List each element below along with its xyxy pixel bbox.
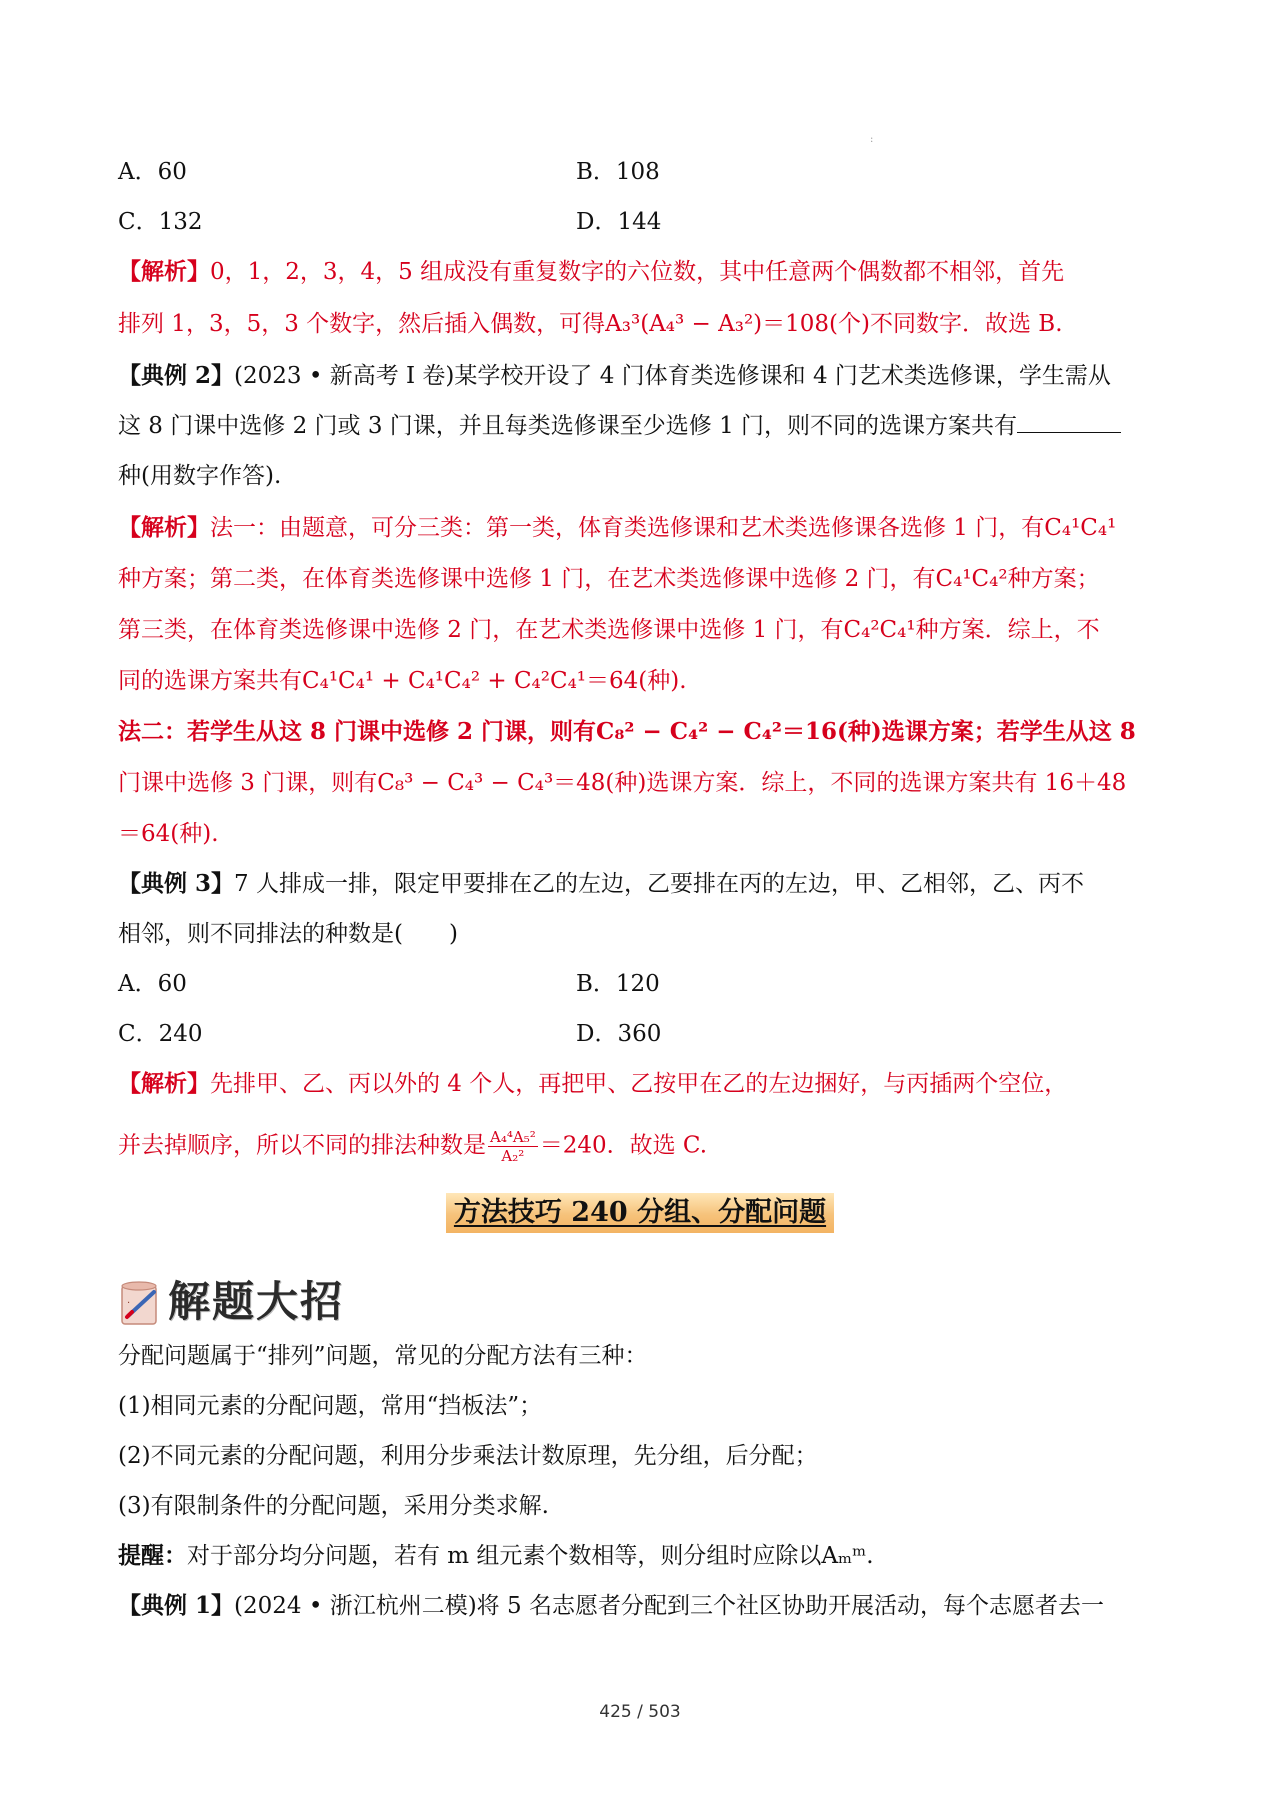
option-d: D．144 (576, 209, 662, 235)
example-2-line-3: 种(用数字作答). (118, 463, 282, 489)
option-c: C．240 (118, 1021, 203, 1047)
badge-text: 解题大招 (168, 1277, 345, 1326)
option-b: B．120 (576, 971, 660, 997)
scroll-brush-icon (118, 1278, 166, 1328)
option-b: B．108 (576, 159, 660, 185)
fraction-numerator: A₄⁴A₅² (490, 1128, 536, 1146)
solution-2-line-1: 【解析】法一：由题意，可分三类：第一类，体育类选修课和艺术类选修课各选修 1 门，有C₄¹C₄¹ (118, 514, 1117, 541)
solution-2-line-7: ＝64(种). (118, 821, 219, 847)
svg-text:·: · (127, 1298, 131, 1309)
section-heading-wrap (0, 1193, 1280, 1233)
example-3-line-1: 【典例 3】7 人排成一排，限定甲要排在乙的左边，乙要排在丙的左边，甲、乙相邻，乙、丙不 (118, 870, 1084, 897)
example-2-line-1: 【典例 2】(2023 • 新高考 Ⅰ 卷)某学校开设了 4 门体育类选修课和 4 门艺术类选修课，学生需从 (118, 362, 1111, 389)
solution-3-line-1: 【解析】先排甲、乙、丙以外的 4 个人，再把甲、乙按甲在乙的左边捆好，与丙插两个空位， (118, 1070, 1068, 1097)
example-tag: 【典例 2】 (118, 362, 235, 389)
solution-2-line-3: 第三类，在体育类选修课中选修 2 门，在艺术类选修课中选修 1 门，有C₄²C₄¹种方案．综上，不 (118, 617, 1100, 643)
method-line-1: 分配问题属于“排列”问题，常见的分配方法有三种： (118, 1343, 648, 1369)
solution-tag: 【解析】 (118, 1070, 210, 1097)
option-a: A．60 (118, 159, 187, 185)
next-example-line-1: 【典例 1】(2024 • 浙江杭州二模)将 5 名志愿者分配到三个社区协助开展活动，每个志愿者去一 (118, 1592, 1104, 1619)
solution-2-line-4: 同的选课方案共有C₄¹C₄¹ + C₄¹C₄² + C₄²C₄¹＝64(种). (118, 668, 687, 694)
solution-tag: 【解析】 (118, 258, 210, 285)
fraction (488, 1128, 538, 1165)
solution-2-line-5: 法二：若学生从这 8 门课中选修 2 门课，则有C₈² − C₄² − C₄²＝16(种)选课方案；若学生从这 8 (118, 718, 1136, 745)
solution-2-line-6: 门课中选修 3 门课，则有C₈³ − C₄³ − C₄³＝48(种)选课方案．综上，不同的选课方案共有 16＋48 (118, 770, 1127, 796)
scan-speck: : (870, 134, 874, 145)
method-line-3: (2)不同元素的分配问题，利用分步乘法计数原理，先分组，后分配； (118, 1443, 818, 1469)
option-a: A．60 (118, 971, 187, 997)
solution-1-line-2: 排列 1，3，5，3 个数字，然后插入偶数，可得A₃³(A₄³ − A₃²)＝108(个)不同数字．故选 B. (118, 311, 1063, 337)
page-number: 425 / 503 (599, 1702, 681, 1722)
solution-1-line-1: 【解析】0，1，2，3，4，5 组成没有重复数字的六位数，其中任意两个偶数都不相邻，首先 (118, 258, 1065, 285)
example-2-line-2: 这 8 门课中选修 2 门或 3 门课，并且每类选修课至少选修 1 门，则不同的选课方案共有 (118, 410, 1168, 442)
tip-tag: 提醒： (118, 1542, 187, 1569)
option-d: D．360 (576, 1021, 662, 1047)
badge (118, 1272, 358, 1332)
solution-3-line-2: 并去掉顺序，所以不同的排法种数是 $\frac{\text{A₄⁴A₅²}}{\text{A₂²}}$ ＝240．故选 C. (118, 1128, 708, 1165)
method-line-2: (1)相同元素的分配问题，常用“挡板法”； (118, 1393, 543, 1419)
section-heading: 方法技巧 240 分组、分配问题 (446, 1193, 834, 1233)
example-tag: 【典例 1】 (118, 1592, 235, 1619)
method-tip: 提醒：对于部分均分问题，若有 m 组元素个数相等，则分组时应除以Aₘᵐ. (118, 1542, 874, 1569)
example-tag: 【典例 3】 (118, 870, 235, 897)
solution-tag: 【解析】 (118, 514, 210, 541)
solution-2-line-2: 种方案；第二类，在体育类选修课中选修 1 门，在艺术类选修课中选修 2 门，有C₄¹C₄²种方案； (118, 566, 1100, 592)
method-line-4: (3)有限制条件的分配问题，采用分类求解. (118, 1493, 549, 1519)
example-3-line-2: 相邻，则不同排法的种数是( ) (118, 921, 458, 947)
option-c: C．132 (118, 209, 203, 235)
answer-blank (1017, 410, 1121, 433)
fraction-denominator: A₂² (501, 1147, 525, 1165)
